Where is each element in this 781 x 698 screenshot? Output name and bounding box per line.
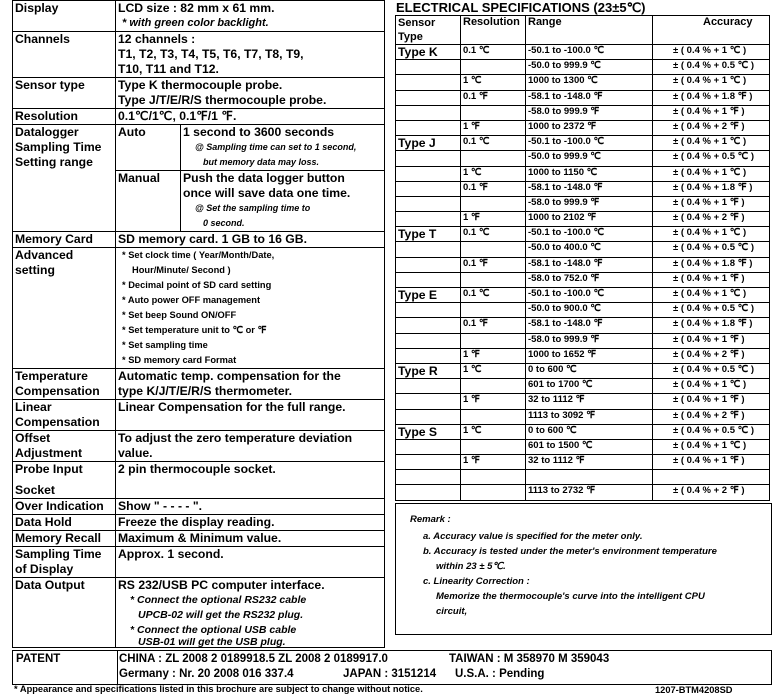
remark-a: a. Accuracy value is specified for the meter only. [423,531,643,542]
spec-value: * Set clock time ( Year/Month/Date, Hour/Minute/ Second ) * Decimal point of SD card setting * Auto power OFF management * Set beep Sound ON/OFF * Set temperature unit to ℃ or ℉ * Set sampling time * SD memory card Format [116,248,385,369]
accuracy-cell: ± ( 0.4 % + 2 ℉ ) [653,409,770,424]
range-cell: -50.0 to 999.9 ℃ [526,151,653,166]
range-cell: -58.1 to -148.0 ℉ [526,181,653,196]
accuracy-cell: ± ( 0.4 % + 1.8 ℉ ) [653,257,770,272]
spec-row-temp-comp [13,369,385,400]
range-cell: -50.0 to 999.9 ℃ [526,60,653,75]
resolution-cell [461,60,526,75]
range-cell: 1000 to 1150 ℃ [526,166,653,181]
sensor-cell [396,272,461,287]
range-cell: 1000 to 1300 ℃ [526,75,653,90]
sensor-cell: Type K [396,45,461,60]
patent-label: PATENT [16,653,61,665]
electrical-row [396,181,770,196]
electrical-row [396,439,770,454]
spec-row-probe [13,462,385,499]
range-cell: 1113 to 2732 ℉ [526,485,653,500]
electrical-spec-title: ELECTRICAL SPECIFICATIONS (23±5℃) [396,0,646,15]
spec-value: RS 232/USB PC computer interface. * Connect the optional RS232 cable UPCB-02 will get the RS232 plug. * Connect the optional USB cable USB-01 will get the USB plug. [116,578,385,648]
sensor-cell [396,212,461,227]
electrical-spec-table [395,15,770,501]
resolution-cell: 1 ℉ [461,120,526,135]
accuracy-cell: ± ( 0.4 % + 0.5 ℃ ) [653,363,770,378]
electrical-row [396,424,770,439]
spec-label: Data Hold [13,515,116,531]
spec-label: Channels [13,32,116,78]
sensor-cell [396,242,461,257]
spec-row-data-hold [13,515,385,531]
accuracy-cell: ± ( 0.4 % + 1 ℉ ) [653,272,770,287]
spec-label: Sensor type [13,78,116,109]
resolution-cell [461,272,526,287]
electrical-row [396,120,770,135]
range-cell: -58.0 to 752.0 ℉ [526,272,653,287]
accuracy-cell: ± ( 0.4 % + 0.5 ℃ ) [653,151,770,166]
accuracy-cell: ± ( 0.4 % + 0.5 ℃ ) [653,242,770,257]
sensor-cell [396,257,461,272]
accuracy-cell: ± ( 0.4 % + 2 ℉ ) [653,212,770,227]
resolution-cell [461,151,526,166]
range-cell: -50.1 to -100.0 ℃ [526,227,653,242]
electrical-row [396,379,770,394]
sensor-cell [396,485,461,500]
electrical-row [396,318,770,333]
electrical-row [396,257,770,272]
resolution-cell: 1 ℃ [461,424,526,439]
spec-row-datalogger-auto [13,125,385,171]
electrical-row [396,303,770,318]
electrical-row [396,242,770,257]
resolution-cell: 0.1 ℉ [461,257,526,272]
spec-value: Linear Compensation for the full range. [116,400,385,431]
resolution-cell: 1 ℃ [461,75,526,90]
range-cell: -50.1 to -100.0 ℃ [526,288,653,303]
electrical-row [396,409,770,424]
resolution-cell [461,439,526,454]
patent-divider [117,651,118,684]
remark-c3: circuit, [436,606,468,617]
sensor-cell [396,75,461,90]
spec-value: 2 pin thermocouple socket. [116,462,385,499]
electrical-row [396,90,770,105]
remark-title: Remark : [410,514,451,525]
accuracy-cell: ± ( 0.4 % + 1.8 ℉ ) [653,90,770,105]
range-cell: -58.0 to 999.9 ℉ [526,333,653,348]
range-cell: -50.0 to 900.0 ℃ [526,303,653,318]
header-range: Range [526,16,653,45]
sensor-cell: Type E [396,288,461,303]
remark-b2: within 23 ± 5℃. [436,561,506,572]
accuracy-cell: ± ( 0.4 % + 1.8 ℉ ) [653,318,770,333]
footer-code: 1207-BTM4208SD [655,685,733,695]
resolution-cell: 0.1 ℃ [461,227,526,242]
remark-b1: b. Accuracy is tested under the meter's environment temperature [423,546,717,557]
spec-row-sensor-type [13,78,385,109]
electrical-row [396,394,770,409]
electrical-row [396,166,770,181]
resolution-cell [461,303,526,318]
accuracy-cell: ± ( 0.4 % + 1 ℃ ) [653,288,770,303]
electrical-header-row [396,16,770,45]
spec-label: Advanced setting [13,248,116,369]
range-cell: -58.1 to -148.0 ℉ [526,90,653,105]
electrical-row [396,363,770,378]
resolution-cell: 1 ℃ [461,166,526,181]
range-cell: -58.0 to 999.9 ℉ [526,196,653,211]
spec-row-display [13,1,385,32]
spec-label: Probe Input Socket [13,462,116,499]
electrical-row [396,212,770,227]
resolution-cell: 0.1 ℃ [461,45,526,60]
general-spec-table [12,0,385,648]
range-cell: 601 to 1500 ℃ [526,439,653,454]
range-cell: -50.1 to -100.0 ℃ [526,136,653,151]
sensor-cell [396,333,461,348]
sensor-cell: Type T [396,227,461,242]
accuracy-cell: ± ( 0.4 % + 1 ℃ ) [653,379,770,394]
electrical-row [396,105,770,120]
range-cell: 1000 to 2102 ℉ [526,212,653,227]
spec-label: Temperature Compensation [13,369,116,400]
range-cell: 1000 to 2372 ℉ [526,120,653,135]
datalogger-auto-value: 1 second to 3600 seconds @ Sampling time can set to 1 second, but memory data may loss. [181,125,385,171]
range-cell: -58.1 to -148.0 ℉ [526,257,653,272]
sensor-cell [396,394,461,409]
electrical-row [396,60,770,75]
footer-note: * Appearance and specifications listed in this brochure are subject to change without notice. [14,684,423,694]
accuracy-cell: ± ( 0.4 % + 1 ℉ ) [653,394,770,409]
range-cell: -50.0 to 400.0 ℃ [526,242,653,257]
sensor-cell [396,455,461,470]
electrical-row [396,455,770,470]
spec-row-channels [13,32,385,78]
resolution-cell: 0.1 ℃ [461,136,526,151]
resolution-cell: 0.1 ℃ [461,288,526,303]
spec-row-memory-card [13,232,385,248]
range-cell: 1113 to 3092 ℉ [526,409,653,424]
remark-c1: c. Linearity Correction : [423,576,530,587]
accuracy-cell: ± ( 0.4 % + 0.5 ℃ ) [653,424,770,439]
accuracy-cell [653,470,770,485]
electrical-rows [396,45,770,501]
patent-germany: Germany : Nr. 20 2008 016 337.4 [119,668,294,680]
spec-row-linear [13,400,385,431]
spec-label: Memory Recall [13,531,116,547]
range-cell: -58.1 to -148.0 ℉ [526,318,653,333]
electrical-row [396,196,770,211]
spec-value: SD memory card. 1 GB to 16 GB. [116,232,385,248]
spec-value: LCD size : 82 mm x 61 mm. * with green color backlight. [116,1,385,32]
spec-value: Maximum & Minimum value. [116,531,385,547]
accuracy-cell: ± ( 0.4 % + 1 ℃ ) [653,227,770,242]
spec-row-resolution [13,109,385,125]
sensor-cell [396,60,461,75]
spec-label: Offset Adjustment [13,431,116,462]
accuracy-cell: ± ( 0.4 % + 1 ℃ ) [653,75,770,90]
resolution-cell: 0.1 ℉ [461,90,526,105]
accuracy-cell: ± ( 0.4 % + 1 ℃ ) [653,439,770,454]
patent-usa: U.S.A. : Pending [455,668,545,680]
spec-row-advanced [13,248,385,369]
spec-value: Freeze the display reading. [116,515,385,531]
range-cell: 0 to 600 ℃ [526,424,653,439]
electrical-row [396,45,770,60]
sensor-cell [396,181,461,196]
sensor-cell [396,196,461,211]
sensor-cell [396,409,461,424]
accuracy-cell: ± ( 0.4 % + 1 ℃ ) [653,45,770,60]
sensor-cell [396,151,461,166]
resolution-cell [461,485,526,500]
resolution-cell [461,196,526,211]
spec-label: Display [13,1,116,32]
accuracy-cell: ± ( 0.4 % + 1 ℉ ) [653,105,770,120]
resolution-cell: 0.1 ℉ [461,318,526,333]
sensor-cell [396,318,461,333]
sensor-cell [396,470,461,485]
patent-taiwan: TAIWAN : M 358970 M 359043 [449,653,610,665]
sensor-cell: Type J [396,136,461,151]
sensor-cell [396,105,461,120]
spec-label: Memory Card [13,232,116,248]
datalogger-manual-label: Manual [116,171,181,232]
spec-label: Linear Compensation [13,400,116,431]
patent-china: CHINA : ZL 2008 2 0189918.5 ZL 2008 2 0189917.0 [119,653,388,665]
accuracy-cell: ± ( 0.4 % + 1 ℉ ) [653,455,770,470]
accuracy-cell: ± ( 0.4 % + 0.5 ℃ ) [653,303,770,318]
accuracy-cell: ± ( 0.4 % + 1 ℉ ) [653,333,770,348]
sensor-cell [396,348,461,363]
spec-row-memory-recall [13,531,385,547]
remark-c2: Memorize the thermocouple's curve into the intelligent CPU [436,591,705,602]
accuracy-cell: ± ( 0.4 % + 2 ℉ ) [653,120,770,135]
resolution-cell: 1 ℉ [461,394,526,409]
range-cell: 32 to 1112 ℉ [526,394,653,409]
sensor-cell [396,120,461,135]
spec-row-data-output [13,578,385,648]
resolution-cell [461,333,526,348]
electrical-row [396,75,770,90]
range-cell [526,470,653,485]
spec-value: Show " - - - - ". [116,499,385,515]
electrical-row [396,470,770,485]
accuracy-cell: ± ( 0.4 % + 1 ℉ ) [653,196,770,211]
datalogger-manual-value: Push the data logger button once will save data one time. @ Set the sampling time to 0 second. [181,171,385,232]
electrical-row [396,485,770,500]
spec-row-offset [13,431,385,462]
remark-box [395,503,772,635]
spec-row-sampling-display [13,547,385,578]
sensor-cell [396,379,461,394]
datalogger-auto-label: Auto [116,125,181,171]
accuracy-cell: ± ( 0.4 % + 1 ℃ ) [653,166,770,181]
sensor-cell [396,303,461,318]
electrical-row [396,136,770,151]
spec-value: 12 channels : T1, T2, T3, T4, T5, T6, T7, T8, T9, T10, T11 and T12. [116,32,385,78]
spec-value: 0.1℃/1℃, 0.1℉/1 ℉. [116,109,385,125]
accuracy-cell: ± ( 0.4 % + 2 ℉ ) [653,485,770,500]
spec-label: Sampling Time of Display [13,547,116,578]
sensor-cell: Type R [396,363,461,378]
spec-label: Resolution [13,109,116,125]
resolution-cell: 1 ℉ [461,348,526,363]
sensor-cell [396,90,461,105]
spec-label: Over Indication [13,499,116,515]
range-cell: 0 to 600 ℃ [526,363,653,378]
header-sensor: Sensor Type [396,16,461,45]
resolution-cell [461,242,526,257]
patent-box [12,650,772,685]
range-cell: 32 to 1112 ℉ [526,455,653,470]
patent-japan: JAPAN : 3151214 [343,668,437,680]
resolution-cell: 1 ℃ [461,363,526,378]
electrical-row [396,151,770,166]
accuracy-cell: ± ( 0.4 % + 1.8 ℉ ) [653,181,770,196]
electrical-row [396,227,770,242]
sensor-cell [396,439,461,454]
resolution-cell [461,105,526,120]
header-resolution: Resolution [461,16,526,45]
electrical-row [396,348,770,363]
spec-label: Datalogger Sampling Time Setting range [13,125,116,232]
resolution-cell: 0.1 ℉ [461,181,526,196]
range-cell: 601 to 1700 ℃ [526,379,653,394]
accuracy-cell: ± ( 0.4 % + 2 ℉ ) [653,348,770,363]
spec-value: Automatic temp. compensation for the type K/J/T/E/R/S thermometer. [116,369,385,400]
spec-value: To adjust the zero temperature deviation value. [116,431,385,462]
sensor-cell [396,166,461,181]
resolution-cell: 1 ℉ [461,455,526,470]
range-cell: -58.0 to 999.9 ℉ [526,105,653,120]
range-cell: 1000 to 1652 ℉ [526,348,653,363]
resolution-cell [461,470,526,485]
resolution-cell [461,409,526,424]
spec-label: Data Output [13,578,116,648]
electrical-row [396,333,770,348]
electrical-row [396,288,770,303]
spec-value: Type K thermocouple probe. Type J/T/E/R/S thermocouple probe. [116,78,385,109]
sensor-cell: Type S [396,424,461,439]
resolution-cell [461,379,526,394]
electrical-row [396,272,770,287]
header-accuracy: Accuracy [653,16,770,45]
resolution-cell: 1 ℉ [461,212,526,227]
accuracy-cell: ± ( 0.4 % + 0.5 ℃ ) [653,60,770,75]
spec-row-over [13,499,385,515]
range-cell: -50.1 to -100.0 ℃ [526,45,653,60]
accuracy-cell: ± ( 0.4 % + 1 ℃ ) [653,136,770,151]
spec-value: Approx. 1 second. [116,547,385,578]
